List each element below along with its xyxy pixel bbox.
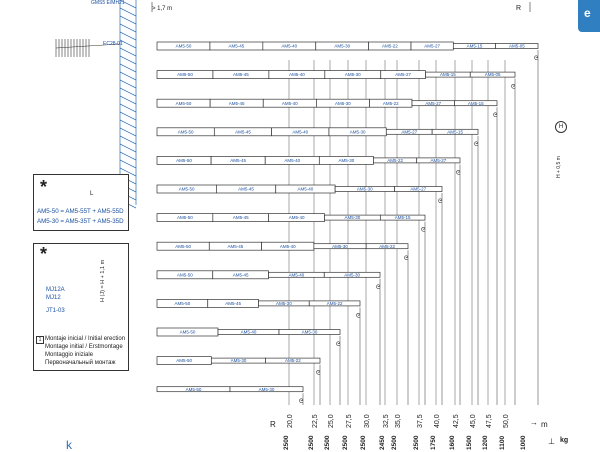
jib-segment-label: AM5-45	[225, 301, 242, 306]
erection-tag-2: MJ12	[46, 295, 61, 301]
footer-radius-value: 42,5	[453, 414, 460, 428]
jib-segment-label: AM5-05	[484, 72, 501, 78]
footer-radius-value: 27,5	[346, 414, 353, 428]
jib-segment-label: AM5-22	[326, 301, 343, 306]
jib-segment-label: AM5-45	[232, 215, 249, 221]
erection-box-number: 1	[36, 336, 44, 344]
footer-kg-value: 2500	[360, 435, 367, 450]
jib-segment-label: AM5-27	[430, 158, 447, 163]
jib-segment-label: AM5-15	[447, 129, 463, 135]
jib-segment-label: AM5-27	[425, 100, 442, 106]
jib-segment-label: AM5-45	[227, 243, 244, 249]
jib-segment-label: AM5-27	[410, 186, 427, 192]
segment-legend-box	[33, 174, 129, 231]
mast-brace	[120, 32, 136, 40]
jib-segment-label: AM5-40	[279, 243, 296, 249]
hook-icon: ᘓ	[421, 227, 426, 234]
jib-segment-label: AM5-45	[233, 72, 249, 78]
footer-radius-value: 47,5	[486, 414, 493, 428]
jib-segment-label: AM5-50	[176, 358, 193, 364]
footer-radius-value: 37,5	[417, 414, 424, 428]
jib-segment-label: AM5-27	[424, 43, 441, 49]
jib-segment-label: AM5-45	[228, 43, 245, 49]
mast-brace	[120, 136, 136, 144]
jib-segment-label: AM5-30	[356, 186, 373, 192]
hook-icon: ᘓ	[511, 84, 516, 91]
legend-formula-2: AM5-30 = AM5-35T + AM5-35D	[37, 218, 124, 225]
footer-kg-value: 2500	[283, 435, 290, 450]
hook-icon: ᘓ	[316, 370, 321, 377]
jib-segment-label: AM5-50	[178, 186, 195, 192]
jib-segment-label: AM5-22	[284, 358, 301, 364]
footer-kg-value: 2500	[413, 435, 420, 450]
h-circle-label: H	[558, 124, 564, 130]
mast-brace	[120, 96, 136, 104]
jib-segment-label: AM5-50	[177, 129, 194, 135]
footer-kg-value: 2500	[342, 435, 349, 450]
jib-segment-label: AM5-50	[176, 272, 193, 278]
hook-icon: ᘓ	[534, 56, 539, 62]
radius-short-label: R	[516, 5, 522, 12]
section-tab-label: e	[584, 6, 591, 20]
jib-segment-label: AM5-22	[382, 100, 399, 106]
offset-label: > 1,7 m	[152, 6, 173, 12]
jib-segment-label: AM5-45	[232, 272, 249, 278]
hook-icon: ᘓ	[356, 313, 361, 320]
erection-line-3: Montaggio iniziale	[45, 352, 94, 358]
footer-radius-value: 40,0	[434, 414, 441, 428]
mast-label: EC28-01	[103, 41, 123, 47]
legend-star: *	[40, 177, 48, 197]
jib-segment-label: AM5-27	[395, 72, 412, 78]
erection-line-4: Первоначальный монтаж	[45, 360, 116, 366]
jib-segment-label: AM5-45	[238, 186, 254, 192]
jib-segment-label: AM5-50	[176, 158, 192, 163]
mast-brace	[120, 72, 136, 80]
hook-icon: ᘓ	[376, 284, 381, 291]
jib-segment-label: AM5-40	[281, 43, 298, 49]
jib-segment-label: AM5-50	[175, 243, 192, 249]
mast-brace	[120, 104, 136, 112]
erection-star: *	[40, 244, 48, 264]
jib-segment-label: AM5-30	[301, 329, 318, 335]
footer-radius-value: 20,0	[287, 414, 294, 428]
footer-kg-value: 1600	[449, 435, 456, 450]
jib-segment-label: AM5-45	[228, 100, 245, 106]
footer-arrow-m: →	[530, 418, 538, 427]
initial-erection-box	[33, 243, 129, 371]
hook-icon: ᘓ	[493, 113, 498, 120]
jib-segment-label: AM5-30	[334, 43, 351, 49]
mast-brace	[120, 120, 136, 128]
jib-segment-label: AM5-22	[387, 158, 403, 163]
jib-segment-label: AM5-40	[240, 329, 257, 335]
footer-unit-m: m	[541, 420, 548, 429]
jib-segment-label: AM5-40	[288, 215, 305, 221]
footer-kg-value: 2500	[391, 435, 398, 450]
jib-segment-label: AM5-40	[288, 272, 305, 278]
mast-brace	[120, 144, 136, 152]
jib-segment-label: AM5-30	[335, 100, 351, 106]
model-code: GMS5 E/MH21	[91, 0, 125, 6]
hook-icon: ᘓ	[474, 141, 479, 148]
erection-line-2: Montage initial / Erstmontage	[45, 344, 123, 350]
section-tab[interactable]	[578, 0, 600, 32]
hook-icon: ᘓ	[404, 256, 409, 263]
erection-height-label: H (J) = H + 1,1 m	[100, 259, 106, 302]
h-note: H + 0,5 m	[556, 156, 562, 178]
jib-segment-label: AM5-30	[344, 72, 361, 78]
h-circle	[555, 121, 567, 133]
footer-kg-value: 2450	[379, 435, 386, 450]
mast-brace	[120, 64, 136, 72]
jib-segment-label: AM5-50	[185, 386, 202, 392]
footer-kg-value: 1100	[499, 435, 506, 450]
footer-radius-value: 22,5	[312, 414, 319, 428]
jib-segment-label: AM5-05	[508, 43, 525, 49]
hook-icon: ᘓ	[336, 342, 341, 348]
footer-kg-value: 1750	[430, 435, 437, 450]
jib-segment-label: AM5-50	[175, 43, 192, 49]
footer-kg-value: 1200	[482, 435, 489, 450]
footer-kg-value: 1000	[520, 435, 527, 450]
jib-segment-label: AM5-30	[332, 243, 348, 249]
jib-segment-label: AM5-50	[177, 215, 193, 221]
mast-brace	[120, 24, 136, 32]
footer-radius-value: 25,0	[328, 414, 335, 428]
footer-kg-value: 1500	[466, 435, 473, 450]
footer-radius-value: 45,0	[470, 414, 477, 428]
erection-tag-1: MJ12A	[46, 287, 65, 293]
footer-radius-value: 32,5	[383, 414, 390, 428]
mast-brace	[120, 56, 136, 64]
jib-segment-label: AM5-50	[175, 100, 192, 106]
jib-segment-label: AM5-30	[344, 272, 361, 278]
footer-radius-value: 30,0	[364, 414, 371, 428]
jib-segment-label: AM5-30	[230, 358, 247, 364]
jib-segment-label: AM5-40	[284, 158, 301, 163]
hook-icon: ᘓ	[438, 199, 443, 205]
jib-segment-label: AM5-27	[401, 129, 418, 135]
erection-tag-3: JT1-03	[46, 308, 65, 314]
jib-segment-label: AM5-30	[344, 215, 361, 221]
jib-segment-label: AM5-50	[174, 301, 191, 306]
jib-segment-label: AM5-50	[179, 329, 196, 335]
erection-line-1: Montaje inicial / Initial erection	[45, 336, 126, 342]
jib-segment-label: AM5-15	[466, 43, 483, 49]
jib-segment-label: AM5-30	[275, 301, 292, 306]
jib-segment-label: AM5-22	[381, 43, 398, 49]
jib-segment-label: AM5-40	[281, 100, 298, 106]
footer-unit-kg: kg	[560, 437, 569, 444]
jib-segment-label: AM5-15	[439, 72, 456, 78]
jib-segment-label: AM5-40	[288, 72, 305, 78]
jib-segment-label: AM5-40	[297, 186, 314, 192]
jib-segment-label: AM5-45	[230, 158, 247, 163]
jib-segment-label: AM5-15	[467, 100, 484, 106]
mast-brace	[120, 128, 136, 136]
hook-icon: ᘓ	[456, 170, 461, 177]
mast-brace	[120, 152, 136, 160]
footer-kg-value: 2500	[324, 435, 331, 450]
jib-segment-label: AM5-40	[292, 129, 309, 135]
legend-formula-1: AM5-50 = AM5-55T + AM5-55D	[37, 208, 124, 215]
jib-segment-label: AM5-30	[338, 158, 355, 163]
jib-segment-label: AM5-30	[349, 129, 366, 135]
mast-brace	[120, 16, 136, 24]
mast-brace	[120, 8, 136, 16]
mast-brace	[120, 80, 136, 88]
jib-segment-label: AM5-22	[379, 243, 395, 249]
footer-radius-value: 50,0	[503, 414, 510, 428]
corner-mark: k	[66, 438, 72, 452]
footer-arrow-kg: ⊥	[548, 437, 555, 446]
footer-radius-value: 35,0	[395, 414, 402, 428]
footer-kg-value: 2500	[308, 435, 315, 450]
hook-icon: ᘓ	[299, 399, 304, 406]
mast-brace	[120, 48, 136, 56]
jib-segment-label: AM5-30	[258, 386, 275, 392]
mast-brace	[120, 160, 136, 168]
mast-brace	[120, 88, 136, 96]
jib-segment-label: AM5-50	[177, 72, 193, 78]
mast-brace	[120, 112, 136, 120]
legend-dim-label: L	[90, 191, 94, 197]
jib-segment-label: AM5-45	[235, 129, 251, 135]
footer-radius-label: R	[270, 420, 276, 429]
jib-segment-label: AM5-15	[394, 215, 411, 221]
